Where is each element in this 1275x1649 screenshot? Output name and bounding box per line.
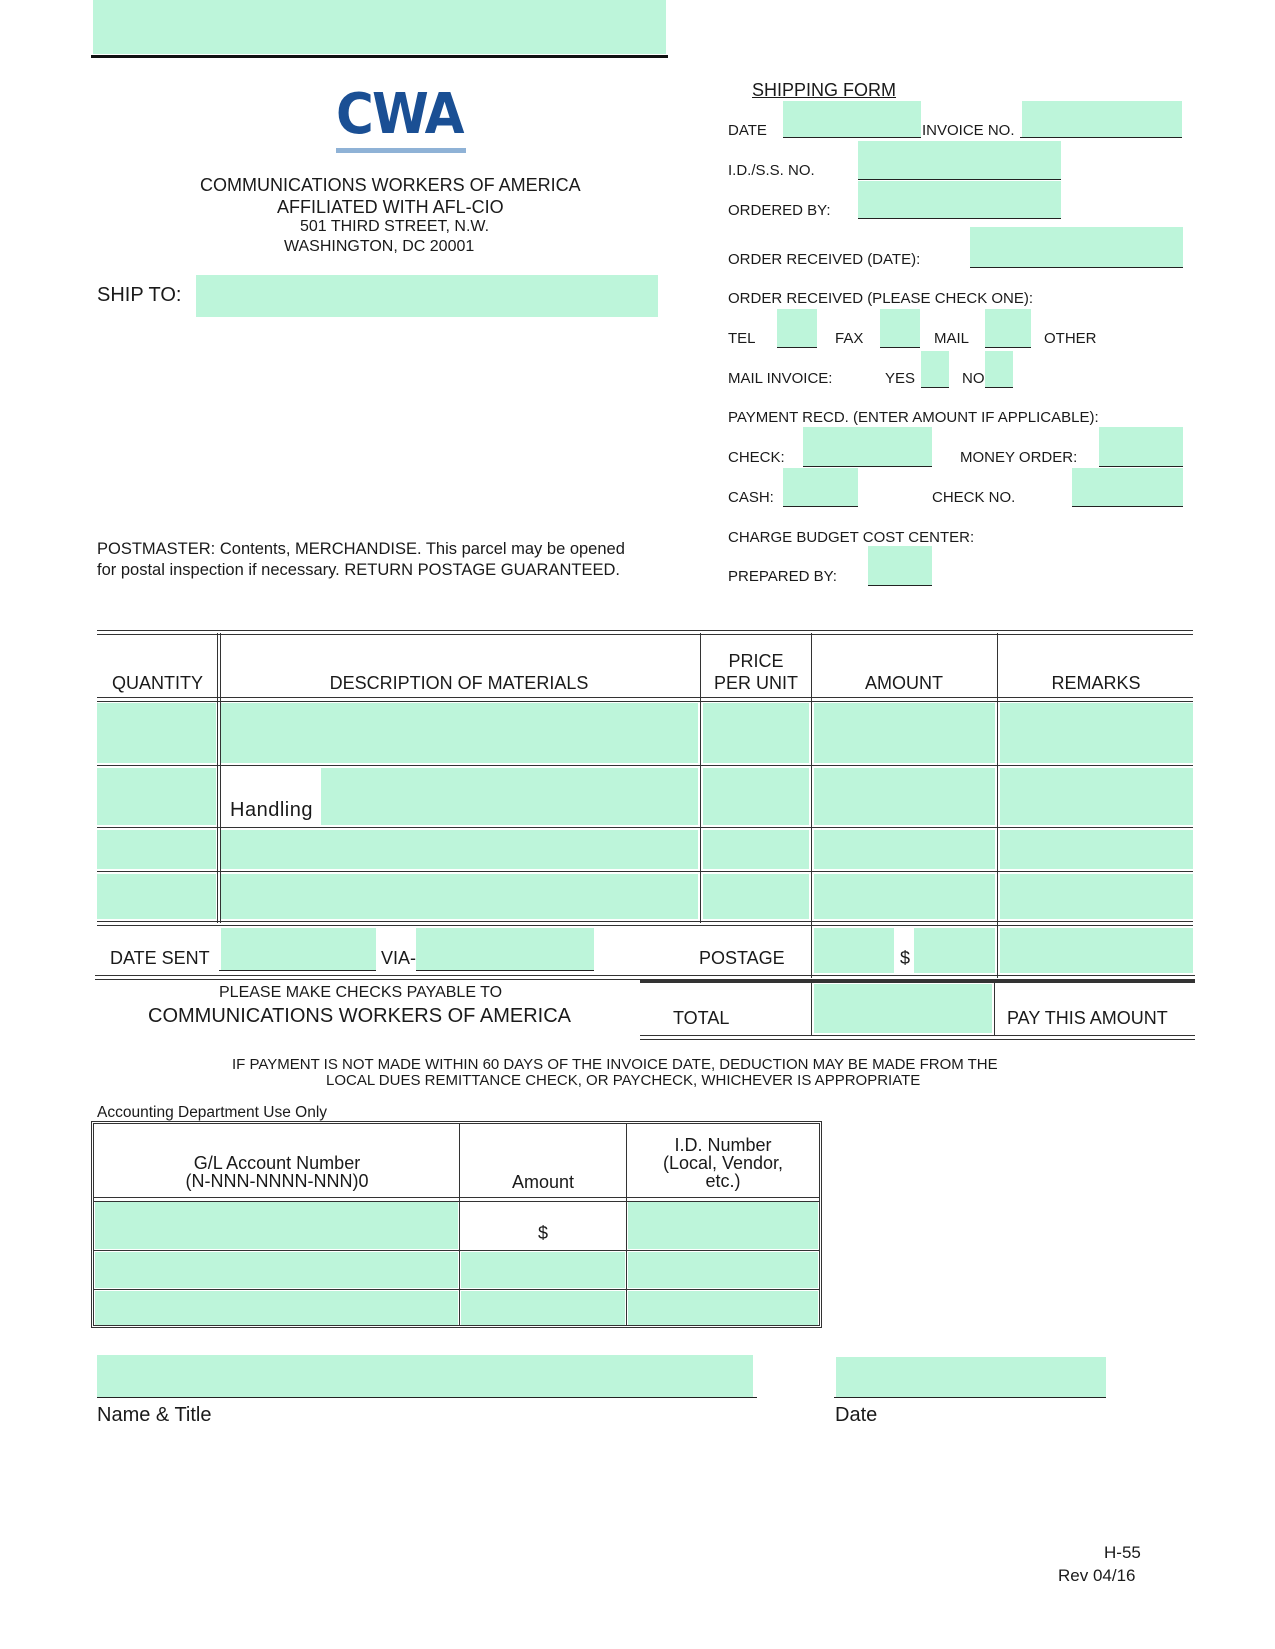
logo-underline (336, 148, 466, 153)
accounting-col-sep-1 (459, 1124, 460, 1326)
no-underline (985, 387, 1013, 388)
order-received-date-field[interactable] (970, 227, 1183, 267)
org-street: 501 THIRD STREET, N.W. (300, 218, 490, 235)
id-header-line1: I.D. Number (674, 1135, 772, 1155)
check-amount-field[interactable] (803, 427, 932, 466)
org-city: WASHINGTON, DC 20001 (284, 238, 475, 255)
row3-amount[interactable] (814, 830, 995, 869)
mail-invoice-label: MAIL INVOICE: (728, 370, 833, 387)
other-label: OTHER (1044, 330, 1097, 347)
postmaster-line1: POSTMASTER: Contents, MERCHANDISE. This parcel may be opened (97, 540, 625, 558)
accounting-col-sep-2 (626, 1124, 627, 1326)
prepared-by-label: PREPARED BY: (728, 568, 837, 585)
date-sent-underline (219, 970, 376, 971)
col-header-price-line1: PRICE (728, 651, 784, 671)
col-header-description: DESCRIPTION OF MATERIALS (329, 673, 589, 693)
table-header-rule (97, 697, 1193, 702)
cash-label: CASH: (728, 489, 774, 506)
no-label: NO (962, 370, 985, 387)
pay-this-amount-label: PAY THIS AMOUNT (1007, 1008, 1168, 1028)
tel-label: TEL (728, 330, 756, 347)
check-no-label: CHECK NO. (932, 489, 1016, 506)
total-field[interactable] (814, 984, 992, 1033)
signature-date-field[interactable] (836, 1357, 1106, 1397)
postage-remarks-field[interactable] (1000, 928, 1193, 973)
id-header-line2: (Local, Vendor, (662, 1153, 784, 1173)
row3-remarks[interactable] (1000, 830, 1193, 869)
table-body-bottom-rule (97, 921, 1193, 926)
row4-description[interactable] (221, 874, 698, 919)
acct-row1-gl[interactable] (95, 1202, 458, 1249)
cash-field[interactable] (783, 468, 858, 506)
row4-quantity[interactable] (97, 874, 216, 919)
col-header-quantity: QUANTITY (111, 673, 203, 693)
acct-row2-amount[interactable] (461, 1252, 625, 1288)
yes-checkbox[interactable] (921, 351, 949, 387)
postage-amount-field[interactable] (914, 928, 995, 973)
row2-remarks[interactable] (1000, 768, 1193, 825)
invoice-no-field[interactable] (1022, 101, 1182, 137)
check-no-underline (1072, 506, 1183, 507)
col-header-remarks: REMARKS (1051, 673, 1141, 693)
row2-price[interactable] (703, 768, 809, 825)
invoice-no-label: INVOICE NO. (922, 122, 1015, 139)
id-ss-no-label: I.D./S.S. NO. (728, 162, 815, 179)
acct-row1-id[interactable] (628, 1202, 818, 1249)
table-row-rule-3 (97, 871, 1193, 872)
payment-recd-label: PAYMENT RECD. (ENTER AMOUNT IF APPLICABLE): (728, 409, 1099, 426)
ordered-by-underline (858, 218, 1061, 219)
order-received-date-label: ORDER RECEIVED (DATE): (728, 251, 921, 268)
yes-label: YES (885, 370, 916, 387)
postmaster-line2: for postal inspection if necessary. RETURN POSTAGE GUARANTEED. (97, 561, 620, 579)
row1-amount[interactable] (814, 703, 995, 763)
via-field[interactable] (416, 928, 594, 970)
fax-checkbox[interactable] (880, 309, 920, 347)
date-underline (783, 137, 921, 138)
money-order-underline (1099, 466, 1183, 467)
accounting-row-rule-2 (94, 1289, 819, 1290)
postage-dollar: $ (900, 948, 911, 968)
prepared-by-field[interactable] (868, 546, 932, 585)
amount-header: Amount (511, 1172, 575, 1192)
cwa-logo: CWA (336, 82, 463, 147)
mail-underline (985, 347, 1031, 348)
row1-price[interactable] (703, 703, 809, 763)
mail-label: MAIL (934, 330, 970, 347)
ship-to-label: SHIP TO: (97, 284, 182, 306)
table-top-rule (97, 630, 1193, 635)
id-ss-no-field[interactable] (858, 141, 1061, 179)
org-affiliation: AFFILIATED WITH AFL-CIO (277, 197, 504, 217)
order-received-date-underline (970, 267, 1183, 268)
form-code: H-55 (1104, 1543, 1141, 1562)
ordered-by-field[interactable] (858, 181, 1061, 218)
postage-field[interactable] (814, 928, 894, 973)
check-no-field[interactable] (1072, 468, 1183, 506)
date-field[interactable] (783, 101, 921, 137)
money-order-field[interactable] (1099, 427, 1183, 466)
total-bottom-rule (640, 1035, 1195, 1040)
postage-label: POSTAGE (699, 948, 785, 968)
top-banner-rule (91, 55, 668, 58)
tel-checkbox[interactable] (777, 309, 817, 347)
top-banner-field[interactable] (93, 0, 666, 54)
id-ss-no-underline (858, 179, 1061, 180)
table-row-rule-1 (97, 765, 1193, 766)
row2-quantity[interactable] (97, 768, 216, 825)
mail-checkbox[interactable] (985, 309, 1031, 347)
form-title: SHIPPING FORM (752, 80, 897, 100)
via-underline (416, 970, 594, 971)
total-sep-left (811, 982, 812, 1036)
acct-row2-gl[interactable] (95, 1252, 458, 1288)
col-sep-3 (811, 633, 812, 978)
row3-description[interactable] (221, 830, 698, 869)
signature-date-underline (834, 1397, 1106, 1398)
invoice-no-underline (1020, 137, 1182, 138)
check-amount-underline (803, 466, 932, 467)
accounting-title: Accounting Department Use Only (97, 1104, 328, 1121)
total-sep-right (994, 982, 995, 1036)
fax-underline (880, 347, 920, 348)
table-row-rule-2 (97, 827, 1193, 828)
row2-description[interactable] (321, 768, 698, 825)
row1-remarks[interactable] (1000, 703, 1193, 763)
row1-description[interactable] (221, 703, 698, 763)
col-sep-4 (997, 633, 998, 978)
row4-amount[interactable] (814, 874, 995, 919)
via-label: VIA- (381, 948, 417, 968)
prepared-by-underline (868, 585, 932, 586)
no-checkbox[interactable] (985, 351, 1013, 387)
cash-underline (783, 506, 858, 507)
acct-row3-gl[interactable] (95, 1291, 458, 1325)
col-header-price-line2: PER UNIT (713, 673, 798, 693)
charge-budget-label: CHARGE BUDGET COST CENTER: (728, 529, 975, 546)
date-sent-field[interactable] (221, 928, 376, 970)
row3-quantity[interactable] (97, 830, 216, 869)
org-name: COMMUNICATIONS WORKERS OF AMERICA (200, 175, 581, 195)
id-header-line3: etc.) (705, 1171, 741, 1191)
accounting-row-rule-1 (94, 1250, 819, 1251)
col-header-amount: AMOUNT (865, 673, 943, 693)
checks-payable-label: PLEASE MAKE CHECKS PAYABLE TO (219, 984, 503, 1001)
total-label: TOTAL (673, 1008, 730, 1028)
row3-price[interactable] (703, 830, 809, 869)
payee-name: COMMUNICATIONS WORKERS OF AMERICA (148, 1005, 571, 1027)
signature-date-label: Date (835, 1404, 878, 1426)
acct-row3-amount[interactable] (461, 1291, 625, 1325)
name-title-label: Name & Title (97, 1404, 212, 1426)
acct-row1-dollar: $ (537, 1223, 548, 1243)
notice-line2: LOCAL DUES REMITTANCE CHECK, OR PAYCHECK, WHICHEVER IS APPROPRIATE (326, 1072, 921, 1089)
order-received-check-label: ORDER RECEIVED (PLEASE CHECK ONE): (728, 290, 1034, 307)
total-top-rule (640, 980, 1195, 983)
row4-remarks[interactable] (1000, 874, 1193, 919)
col-sep-2 (700, 633, 701, 923)
ship-to-field[interactable] (196, 275, 658, 317)
row2-amount[interactable] (814, 768, 995, 825)
gl-header-line1: G/L Account Number (193, 1153, 361, 1173)
name-title-underline (97, 1397, 757, 1398)
date-sent-label: DATE SENT (110, 948, 210, 968)
date-label: DATE (728, 122, 767, 139)
acct-row3-id[interactable] (628, 1291, 818, 1325)
row1-quantity[interactable] (97, 703, 216, 763)
handling-label: Handling (230, 799, 313, 821)
ordered-by-label: ORDERED BY: (728, 202, 831, 219)
acct-row2-id[interactable] (628, 1252, 818, 1288)
row4-price[interactable] (703, 874, 809, 919)
fax-label: FAX (835, 330, 864, 347)
name-title-field[interactable] (97, 1355, 753, 1397)
tel-underline (777, 347, 817, 348)
form-revision: Rev 04/16 (1058, 1566, 1136, 1585)
gl-header-line2: (N-NNN-NNNN-NNN)0 (185, 1171, 369, 1191)
yes-underline (921, 387, 949, 388)
notice-line1: IF PAYMENT IS NOT MADE WITHIN 60 DAYS OF THE INVOICE DATE, DEDUCTION MAY BE MADE FROM THE (232, 1056, 998, 1073)
check-label: CHECK: (728, 449, 785, 466)
money-order-label: MONEY ORDER: (960, 449, 1078, 466)
